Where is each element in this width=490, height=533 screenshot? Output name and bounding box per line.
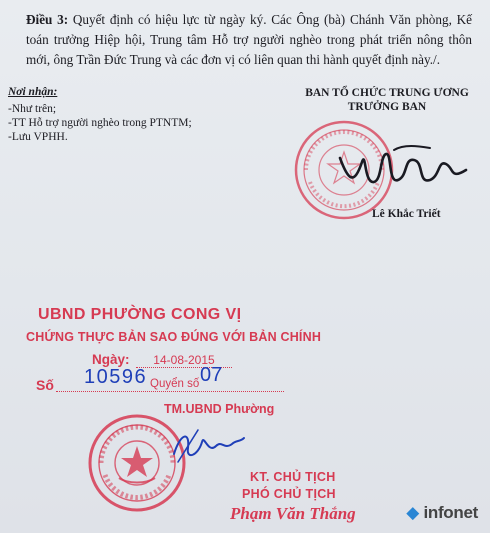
signatory-org: BAN TỔ CHỨC TRUNG ƯƠNG <box>305 87 469 99</box>
certification-number-dotline <box>56 390 284 392</box>
deputy-name: Phạm Văn Thắng <box>230 504 356 523</box>
deputy-signature <box>168 424 248 468</box>
signatory-name: Lê Khắc Triết <box>372 208 441 220</box>
recipient-item: -TT Hỗ trợ người nghèo trong PTNTM; <box>8 117 192 129</box>
certification-signing-office: TM.UBND Phường <box>164 402 275 416</box>
certification-book-label: Quyển số <box>150 378 200 390</box>
certification-book-value: 07 <box>200 364 223 386</box>
infonet-logo: ◆ infonet <box>406 503 478 522</box>
article-label: Điều 3: <box>26 12 69 27</box>
recipients-title: Nơi nhận: <box>8 86 58 98</box>
committee-signature <box>334 140 474 200</box>
certification-number-label: Số <box>36 377 54 393</box>
recipient-item: -Lưu VPHH. <box>8 131 68 143</box>
deputy-line-1: KT. CHỦ TỊCH <box>250 470 336 484</box>
infonet-brand: infonet <box>423 503 478 522</box>
signatory-position: TRƯỞNG BAN <box>347 101 427 113</box>
certification-number-value: 10596 <box>84 366 148 388</box>
article-3-paragraph <box>26 10 472 70</box>
certification-heading: CHỨNG THỰC BẢN SAO ĐÚNG VỚI BẢN CHÍNH <box>26 330 322 344</box>
deputy-line-2: PHÓ CHỦ TỊCH <box>242 487 336 501</box>
certification-office: UBND PHƯỜNG CONG VỊ <box>38 306 242 323</box>
recipient-item: -Như trên; <box>8 103 57 115</box>
signatory-block <box>292 86 482 114</box>
article-body: Quyết định có hiệu lực từ ngày ký. Các Ông (bà) Chánh Văn phòng, Kế toán trưởng Hiệp hội, Trung tâm Hỗ trợ người nghèo trong phát triển nông thôn mới, ông Trần Đức Trung và các đơn vị có liên quan thi hành quyết định này./. <box>26 12 472 67</box>
certification-date-value: 14-08-2015 <box>136 353 232 368</box>
certification-date-label: Ngày: <box>92 352 130 367</box>
